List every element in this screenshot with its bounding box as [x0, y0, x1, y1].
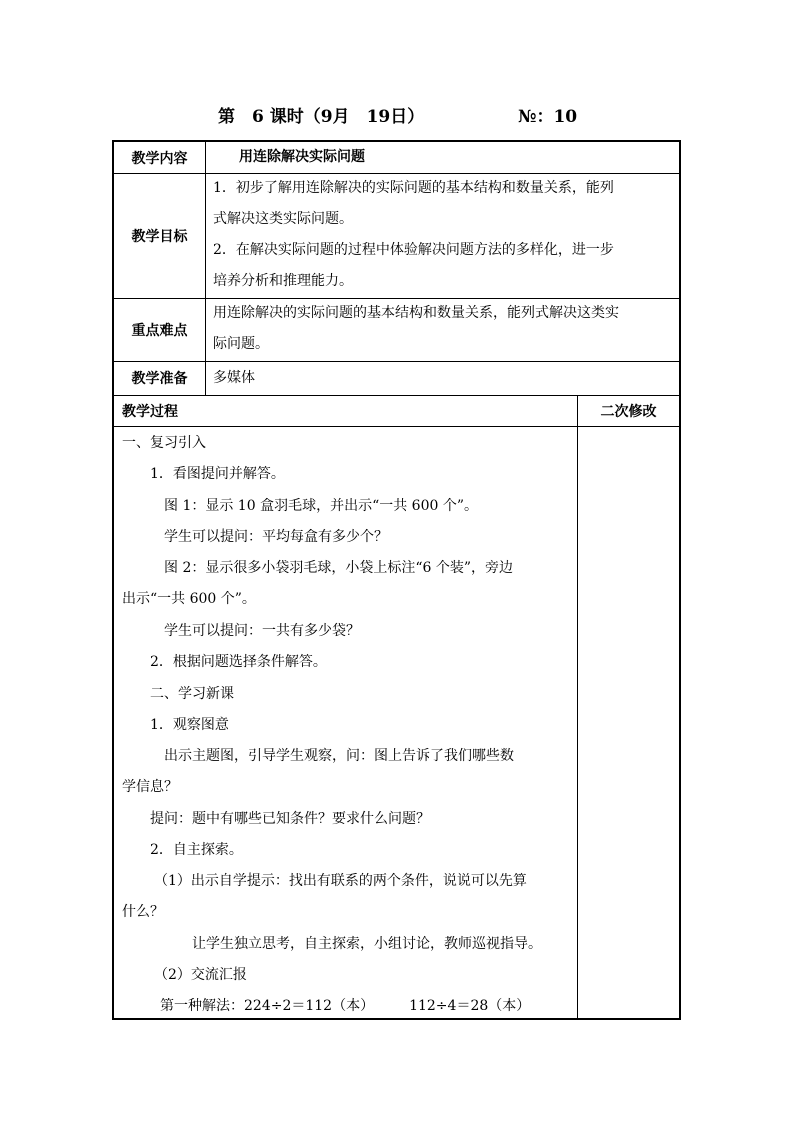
- process-line: 学信息？: [122, 779, 178, 795]
- process-line: 二、学习新课: [150, 686, 234, 702]
- process-line: 第一种解法：224÷2＝112（本） 112÷4＝28（本）: [160, 998, 531, 1014]
- key-line: 际问题。: [213, 336, 269, 352]
- prep-label: 教学准备: [131, 371, 188, 387]
- prep-value: 多媒体: [213, 370, 255, 386]
- lesson-plan-table: [112, 140, 681, 1020]
- process-label: 教学过程: [122, 404, 178, 420]
- process-line: 出示主题图，引导学生观察，问：图上告诉了我们哪些数: [164, 748, 514, 764]
- process-line: （2）交流汇报: [154, 967, 247, 983]
- process-line: 图 2：显示很多小袋羽毛球，小袋上标注“6 个装”，旁边: [164, 560, 514, 576]
- row-divider: [114, 395, 679, 396]
- goals-line: 培养分析和推理能力。: [213, 273, 353, 289]
- label-column-divider: [205, 142, 206, 395]
- process-line: 1．观察图意: [150, 717, 229, 733]
- process-line: 1．看图提问并解答。: [150, 466, 285, 482]
- goals-line: 1．初步了解用连除解决的实际问题的基本结构和数量关系，能列: [213, 180, 614, 196]
- process-line: 2．自主探索。: [150, 842, 243, 858]
- goals-text: [213, 173, 675, 297]
- goals-label: 教学目标: [131, 228, 188, 245]
- key-text: [213, 298, 675, 360]
- process-line: 学生可以提问：平均每盒有多少个？: [164, 529, 388, 545]
- process-line: 让学生独立思考，自主探索，小组讨论，教师巡视指导。: [192, 936, 542, 952]
- process-line: 学生可以提问：一共有多少袋？: [164, 623, 360, 639]
- goals-line: 2．在解决实际问题的过程中体验解决问题方法的多样化，进一步: [213, 242, 614, 258]
- process-line: 什么？: [122, 904, 164, 920]
- process-line: 出示“一共 600 个”。: [122, 591, 256, 607]
- key-label: 重点难点: [131, 322, 188, 339]
- process-line: 2．根据问题选择条件解答。: [150, 654, 327, 670]
- goals-line: 式解决这类实际问题。: [213, 211, 353, 227]
- process-line: 一、复习引入: [122, 435, 206, 451]
- content-value: 用连除解决实际问题: [239, 149, 365, 165]
- content-label: 教学内容: [131, 150, 188, 167]
- process-line: 提问：题中有哪些已知条件？要求什么问题？: [150, 811, 430, 827]
- revision-column-divider: [577, 395, 578, 1018]
- row-divider: [114, 426, 679, 427]
- page-title: [0, 104, 794, 130]
- lesson-title: 第 6 课时（9月 19日）: [218, 107, 425, 127]
- lesson-number: №：10: [518, 107, 578, 127]
- key-line: 用连除解决的实际问题的基本结构和数量关系，能列式解决这类实: [213, 305, 619, 321]
- process-line: 图 1：显示 10 盒羽毛球，并出示“一共 600 个”。: [164, 498, 479, 514]
- revision-label: 二次修改: [600, 404, 657, 420]
- process-line: （1）出示自学提示：找出有联系的两个条件，说说可以先算: [154, 873, 527, 889]
